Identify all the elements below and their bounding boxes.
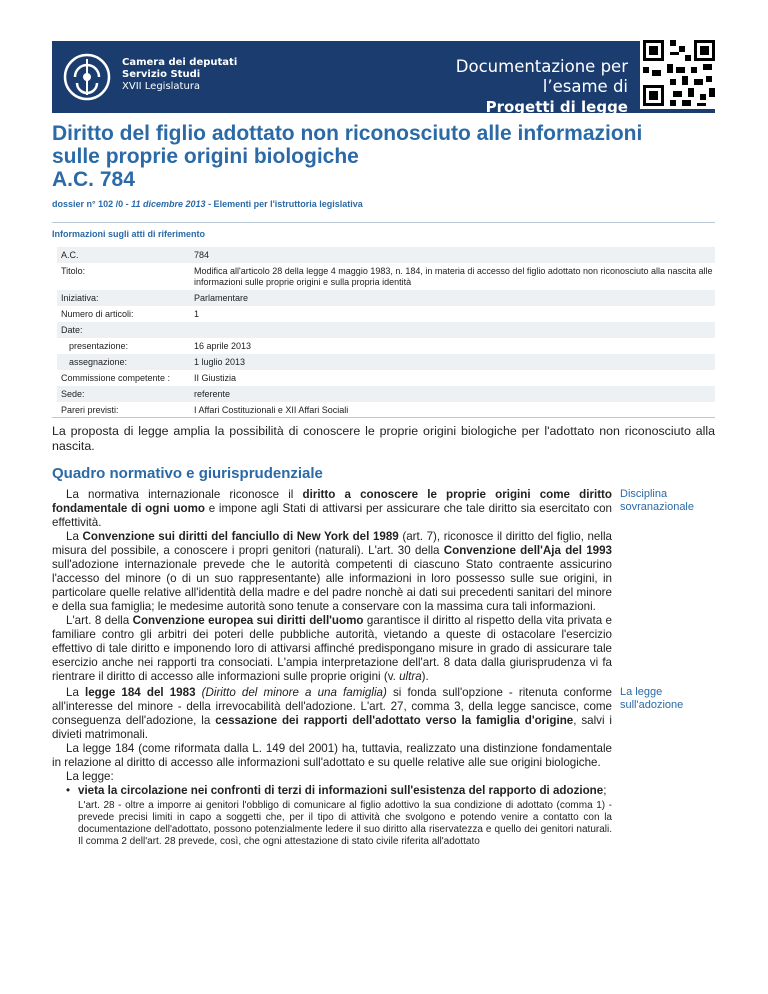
intro-text: La proposta di legge amplia la possibilità di conoscere le proprie origini biologiche per l'adottato non riconosciuto alla nascita. xyxy=(52,424,715,453)
paragraph: La normativa internazionale riconosce il diritto a conoscere le proprie origini come diritto fondamentale di ogni uomo e impone agli Stati di attivarsi per assicurare che tale diritto sia esercitato con effettività. La Convenzione sui diritti del fanciullo di New York del 1989 (art. 7), riconosce il diritto del figlio, nella misura del possibile, a conoscere i propri genitori (naturali). L'art. 30 della Convenzione dell'Aja del 1993 sull'adozione internazionale prevede che le autorità competenti di ciascuno Stato contraente assicurino l'accesso del minore (o di un suo rappresentante) alle informazioni in loro possesso sulle sue origini, in particolare quelle relative all'identità della madre e del padre nonchè ai dati sui precedenti sanitari del minore e della sua famiglia; le medesime autorità sono tenute a conservare con la massima cura tali informazioni. L'art. 8 della Convenzione europea sui diritti dell'uomo garantisce il diritto al rispetto della vita privata e familiare contro gli arbitri dei poteri delle pubbliche autorità, vietando a queste di ostacolare l'esercizio effettivo di tale diritto e imponendo loro di attivarsi affinché predispongano misure in grado di assicurare tale esercizio anche nei rapporti tra consociati. L'ampia interpretazione dell'art. 8 data dalla giurisprudenza vi fa rientrare il diritto di accesso alle informazioni sulle proprie origini (v. ultra). xyxy=(52,488,613,683)
dossier-info: dossier n° 102 /0 - 11 dicembre 2013 - Elementi per l'istruttoria legislativa xyxy=(52,199,363,209)
table-row: Sede: referente xyxy=(57,386,715,402)
table-row: Titolo: Modifica all'articolo 28 della legge 4 maggio 1983, n. 184, in materia di accesso del figlio adottato non riconosciuto alla nascita alle informazioni sulle proprie origini e sulla propria identità xyxy=(61,266,713,287)
table-row: Commissione competente : II Giustizia xyxy=(61,373,237,383)
table-row: presentazione: 16 aprile 2013 xyxy=(69,341,252,351)
section-title: Quadro normativo e giurisprudenziale xyxy=(52,465,323,482)
table-row: Pareri previsti: I Affari Costituzionali e XII Affari Sociali xyxy=(61,405,349,415)
info-heading: Informazioni sugli atti di riferimento xyxy=(52,229,206,239)
divider xyxy=(52,417,715,418)
table-row: Date: xyxy=(57,322,715,338)
header-banner xyxy=(52,41,715,116)
institution-name: Camera dei deputati Servizio Studi XVII Legislatura xyxy=(122,57,238,92)
series-title: Documentazione per l’esame di Progetti di legge xyxy=(455,57,628,116)
table-row: Iniziativa: Parlamentare xyxy=(57,290,715,306)
table-row: A.C. 784 xyxy=(57,247,715,263)
qr-code-icon xyxy=(640,37,718,109)
sidenote-legge: La legge sull'adozione xyxy=(620,686,684,711)
divider xyxy=(52,222,715,223)
paragraph: La legge 184 del 1983 (Diritto del minore a una famiglia) si fonda sull'opzione - ritenuta conforme all'interesse del minore - della irrevocabilità dell'adozione. L'art. 27, comma 3, della legge sancisce, come conseguenza dell'adozione, la cessazione dei rapporti dell'adottato verso la famiglia d'origine, salvi i divieti matrimonali. La legge 184 (come riformata dalla L. 149 del 2001) ha, tuttavia, realizzato una distinzione fondamentale in relazione al diritto di accesso alle informazioni sull'adottato e su quelle relative alle sue origini biologiche. La legge: • vieta la circolazione nei confronti di terzi di informazioni sull'esistenza del rapporto di adozione; L'art. 28 - oltre a imporre ai genitori l'obbligo di comunicare al figlio adottivo la sua condizione di adottato (comma 1) - prevede precisi limiti in capo a soggetti che, per il tipo di attività che svolgono e potendo venire a contatto con la documentazione dell'adottato, possono potenzialmente ledere il suo diritto alla riservatezza e quello dei genitori naturali. Il comma 2 dell'art. 28 prevede, così, che ogni attestazione di stato civile riferita all'adottato xyxy=(52,686,613,847)
sidenote-disciplina: Disciplina sovranazionale xyxy=(620,488,694,513)
page-title: Diritto del figlio adottato non riconosciuto alle informazioni sulle proprie origini biologiche A.C. 784 xyxy=(52,122,643,191)
camera-logo-icon xyxy=(59,49,115,105)
bullet-icon: • xyxy=(66,784,71,797)
info-table xyxy=(57,247,715,418)
table-row: Numero di articoli: 1 xyxy=(61,309,200,319)
table-row: assegnazione: 1 luglio 2013 xyxy=(57,354,715,370)
